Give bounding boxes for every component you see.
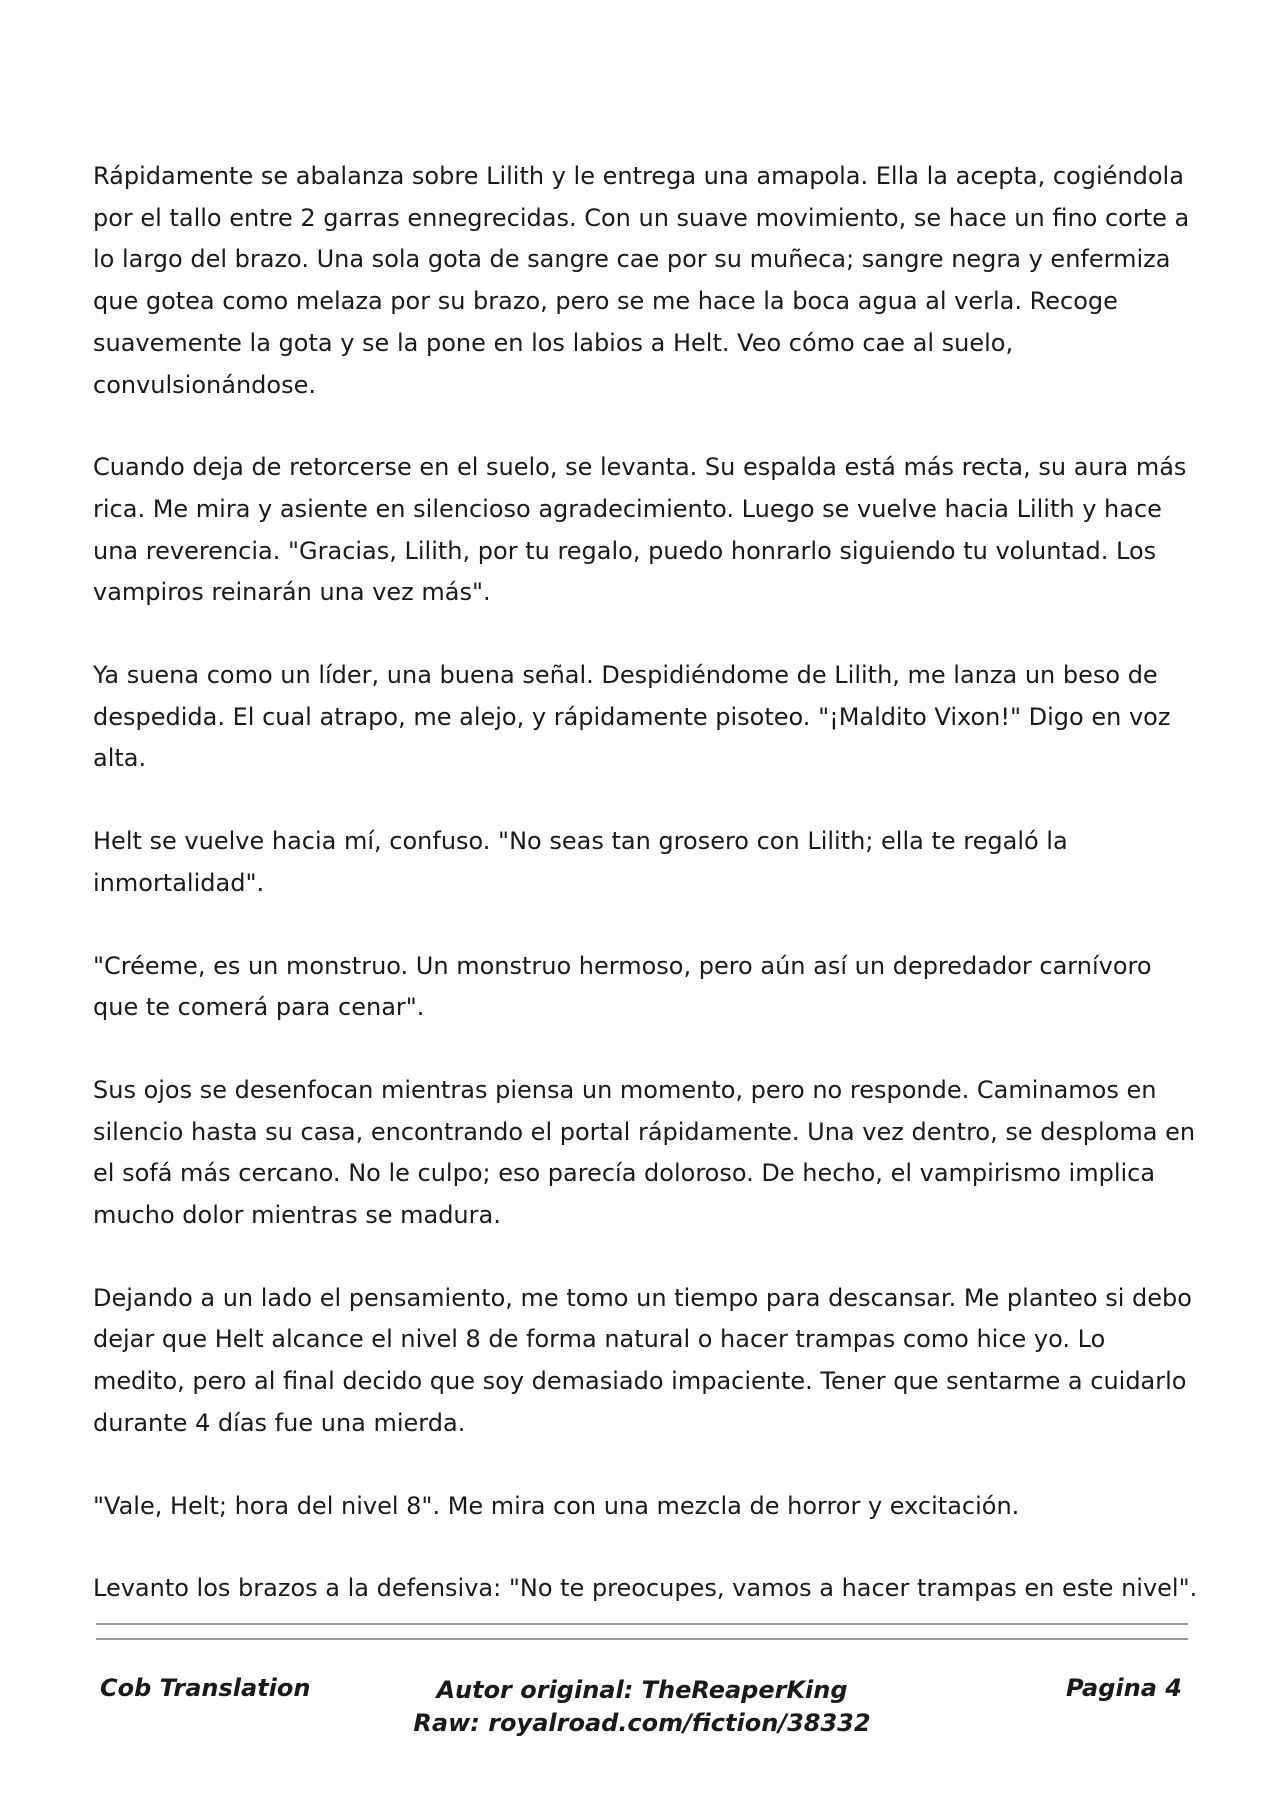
paragraph-1: Rápidamente se abalanza sobre Lilith y le entrega una amapola. Ella la acepta, cogiéndola por el tallo entre 2 garras ennegrecidas. Con un suave movimiento, se hace un fino corte a lo largo del brazo. Una sola gota de sangre cae por su muñeca; sangre negra y enfermiza que gotea como melaza por su brazo, pero se me hace la boca agua al verla. Recoge suavemente la gota y se la pone en los labios a Helt. Veo cómo cae al suelo, convulsionándose. [93, 162, 1190, 399]
footer-raw-source: Raw: royalroad.com/fiction/38332 [413, 1709, 871, 1737]
footer-page-number: Pagina 4 [1066, 1674, 1182, 1702]
footer-original-author: Autor original: TheReaperKing [436, 1676, 848, 1704]
page-footer [96, 1668, 1188, 1748]
paragraph-9: Levanto los brazos a la defensiva: "No te preocupes, vamos a hacer trampas en este nivel". [93, 1574, 1198, 1603]
footer-divider-top [96, 1623, 1188, 1625]
paragraph-4: Helt se vuelve hacia mí, confuso. "No seas tan grosero con Lilith; ella te regaló la inmortalidad". [93, 827, 1068, 897]
page-body [93, 156, 1203, 1651]
paragraph-3: Ya suena como un líder, una buena señal. Despidiéndome de Lilith, me lanza un beso de despedida. El cual atrapo, me alejo, y rápidamente pisoteo. "¡Maldito Vixon!" Digo en voz alta. [93, 661, 1171, 773]
paragraph-6: Sus ojos se desenfocan mientras piensa un momento, pero no responde. Caminamos en silencio hasta su casa, encontrando el portal rápidamente. Una vez dentro, se desploma en el sofá más cercano. No le culpo; eso parecía doloroso. De hecho, el vampirismo implica mucho dolor mientras se madura. [93, 1075, 1196, 1230]
paragraph-5: "Créeme, es un monstruo. Un monstruo hermoso, pero aún así un depredador carnívoro que te comerá para cenar". [93, 951, 1152, 1022]
footer-translator: Cob Translation [100, 1674, 311, 1702]
footer-credits [96, 1674, 1188, 1740]
paragraph-2: Cuando deja de retorcerse en el suelo, se levanta. Su espalda está más recta, su aura más rica. Me mira y asiente en silencioso agradecimiento. Luego se vuelve hacia Lilith y hace una reverencia. "Gracias, Lilith, por tu regalo, puedo honrarlo siguiendo tu voluntad. Los vampiros reinarán una vez más". [93, 453, 1187, 607]
paragraph-7: Dejando a un lado el pensamiento, me tomo un tiempo para descansar. Me planteo si debo dejar que Helt alcance el nivel 8 de forma natural o hacer trampas como hice yo. Lo medito, pero al final decido que soy demasiado impaciente. Tener que sentarme a cuidarlo durante 4 días fue una mierda. [93, 1283, 1192, 1437]
footer-divider-bottom [96, 1638, 1188, 1640]
paragraph-8: "Vale, Helt; hora del nivel 8". Me mira con una mezcla de horror y excitación. [93, 1491, 1020, 1520]
